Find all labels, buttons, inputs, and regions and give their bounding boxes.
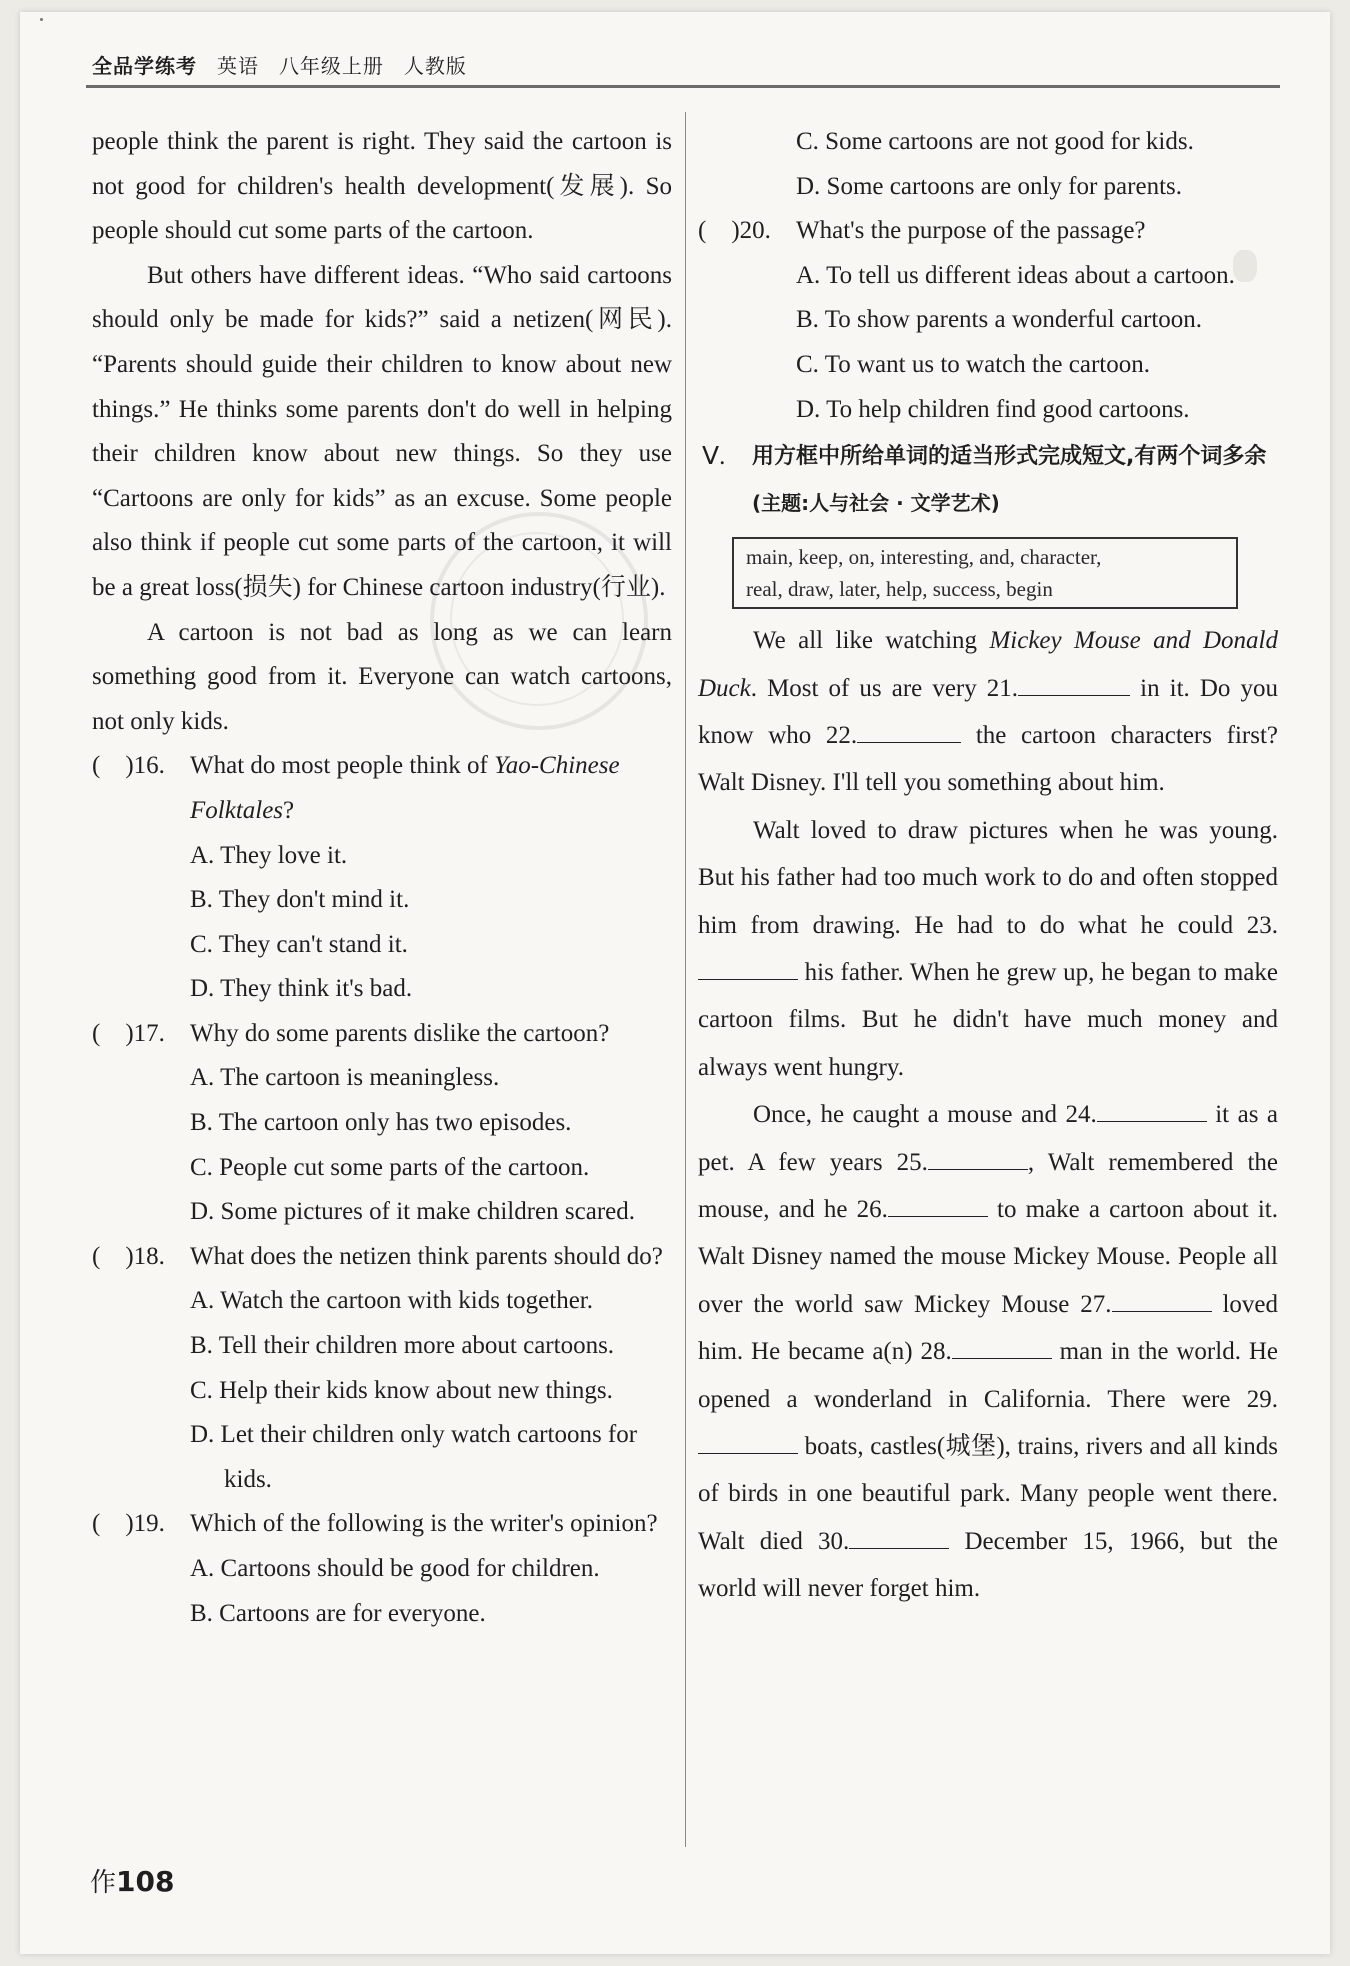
answer-bracket-16[interactable]: ( )16. <box>92 752 165 780</box>
answer-bracket-19[interactable]: ( )19. <box>92 1510 165 1538</box>
cloze-text: the cartoon characters first? Walt Disney. I'll tell you something about him. <box>698 721 1279 797</box>
blank-29[interactable] <box>698 1423 798 1454</box>
option-16a: A. They love it. <box>190 841 348 869</box>
word-box <box>732 537 1238 609</box>
question-20 <box>698 209 1278 254</box>
cloze-paragraph-1 <box>698 617 1278 807</box>
section-5-instruction: 用方框中所给单词的适当形式完成短文,有两个词多余 <box>752 444 1267 470</box>
cloze-paragraph-3 <box>698 1091 1278 1612</box>
blank-30[interactable] <box>849 1518 949 1549</box>
cloze-text: Once, he caught a mouse and 24. <box>753 1101 1097 1129</box>
blank-27[interactable] <box>1112 1281 1212 1312</box>
answer-bracket-18[interactable]: ( )18. <box>92 1242 165 1270</box>
word-box-line-1: main, keep, on, interesting, and, character, <box>746 545 1102 570</box>
option-20a: A. To tell us different ideas about a cartoon. <box>796 261 1235 289</box>
option-17a: A. The cartoon is meaningless. <box>190 1064 500 1092</box>
cloze-text: man in the world. He opened a wonderland in California. There were 29. <box>698 1338 1278 1413</box>
header-edition: 人教版 <box>403 54 467 78</box>
question-19 <box>92 1502 672 1547</box>
cloze-text: Walt loved to draw pictures when he was young. But his father had too much work to do and often stopped him from drawing. He had to do what he could 23. <box>698 816 1278 939</box>
option-19b: B. Cartoons are for everyone. <box>190 1599 486 1627</box>
question-17-stem: Why do some parents dislike the cartoon? <box>190 1019 610 1047</box>
passage-paragraph-2: But others have different ideas. “Who said cartoons should only be made for kids?” said a netizen(网民). “Parents should guide their children to know about new things.” He thinks some parents don't do well in helping their children know about new things. So they use “Cartoons are only for kids” as an excuse. Some people also think if people cut some parts of the cartoon, it will be a great loss(损失) for Chinese cartoon industry(行业). <box>92 261 672 601</box>
cartoon-title: Mickey Mouse and Donald Duck <box>698 627 1278 702</box>
right-column <box>698 120 1278 1613</box>
option-18d: D. Let their children only watch cartoons for kids. <box>190 1421 638 1493</box>
header-rule <box>86 85 1280 88</box>
question-16 <box>92 744 672 833</box>
page-number <box>90 1862 174 1899</box>
question-18 <box>92 1235 672 1280</box>
question-20-stem: What's the purpose of the passage? <box>796 217 1146 245</box>
running-header <box>92 50 479 79</box>
option-20d: D. To help children find good cartoons. <box>796 395 1190 423</box>
column-divider <box>685 112 686 1847</box>
section-5-heading <box>698 434 1278 527</box>
page-number-value: 108 <box>116 1865 175 1898</box>
cloze-text: his father. When he grew up, he began to make cartoon films. But he didn't have much money and always went hungry. <box>698 959 1278 1081</box>
cloze-text: in it. Do you know who 22. <box>698 674 1278 749</box>
left-column <box>92 120 672 1636</box>
option-18a: A. Watch the cartoon with kids together. <box>190 1287 593 1315</box>
corner-dot <box>40 18 43 21</box>
blank-25[interactable] <box>928 1139 1028 1170</box>
option-17c: C. People cut some parts of the cartoon. <box>190 1153 590 1181</box>
blank-28[interactable] <box>952 1328 1052 1359</box>
cloze-text: . Most of us are very 21. <box>750 674 1019 702</box>
cloze-text: loved him. He became a(n) 28. <box>698 1290 1279 1366</box>
question-16-title: Yao-Chinese Folktales <box>190 752 620 824</box>
section-5-topic: (主题:人与社会 · 文学艺术) <box>752 491 1000 516</box>
option-17d: D. Some pictures of it make children scared. <box>190 1198 635 1226</box>
question-16-stem-end: ? <box>283 796 295 824</box>
word-box-line-2: real, draw, later, help, success, begin <box>746 577 1053 602</box>
page-number-prefix: 作 <box>90 1868 117 1898</box>
answer-bracket-20[interactable]: ( )20. <box>698 217 771 245</box>
question-19-stem: Which of the following is the writer's opinion? <box>190 1510 658 1538</box>
cloze-text: it as a pet. A few years 25. <box>698 1101 1278 1176</box>
option-18b: B. Tell their children more about cartoons. <box>190 1332 615 1360</box>
option-16c: C. They can't stand it. <box>190 930 408 958</box>
question-17 <box>92 1012 672 1057</box>
option-18c: C. Help their kids know about new things. <box>190 1376 613 1404</box>
passage-paragraph-3: A cartoon is not bad as long as we can learn something good from it. Everyone can watch cartoons, not only kids. <box>92 618 672 735</box>
option-19c: C. Some cartoons are not good for kids. <box>796 128 1194 155</box>
cloze-paragraph-2 <box>698 807 1278 1091</box>
blank-24[interactable] <box>1097 1091 1207 1122</box>
cloze-text: boats, castles(城堡), trains, rivers and all kinds of birds in one beautiful park. Many people went there. Walt died 30. <box>698 1433 1278 1555</box>
option-17b: B. The cartoon only has two episodes. <box>190 1109 572 1137</box>
option-20b: B. To show parents a wonderful cartoon. <box>796 306 1203 334</box>
cloze-text: We all like watching <box>753 627 990 655</box>
blank-21[interactable] <box>1018 665 1130 696</box>
option-16d: D. They think it's bad. <box>190 975 413 1003</box>
question-18-stem: What does the netizen think parents should do? <box>190 1242 663 1270</box>
question-16-stem: What do most people think of <box>190 752 495 780</box>
header-subject: 英语 <box>216 54 259 78</box>
option-19d: D. Some cartoons are only for parents. <box>796 172 1182 200</box>
blank-26[interactable] <box>888 1186 988 1217</box>
blank-23[interactable] <box>698 949 798 980</box>
blank-22[interactable] <box>857 712 961 743</box>
passage-paragraph-1: people think the parent is right. They said the cartoon is not good for children's health development(发展). So people should cut some parts of the cartoon. <box>92 128 672 245</box>
option-16b: B. They don't mind it. <box>190 886 410 914</box>
cloze-text: , Walt remembered the mouse, and he 26. <box>698 1148 1278 1224</box>
answer-bracket-17[interactable]: ( )17. <box>92 1019 165 1047</box>
section-5-number: Ⅴ. <box>702 443 726 471</box>
cloze-text: to make a cartoon about it. Walt Disney named the mouse Mickey Mouse. People all over the world saw Mickey Mouse 27. <box>698 1196 1279 1318</box>
cloze-text: December 15, 1966, but the world will never forget him. <box>698 1527 1278 1603</box>
option-20c: C. To want us to watch the cartoon. <box>796 350 1150 378</box>
header-grade: 八年级上册 <box>278 54 384 78</box>
option-19a: A. Cartoons should be good for children. <box>190 1555 600 1582</box>
header-brand: 全品学练考 <box>92 54 197 78</box>
